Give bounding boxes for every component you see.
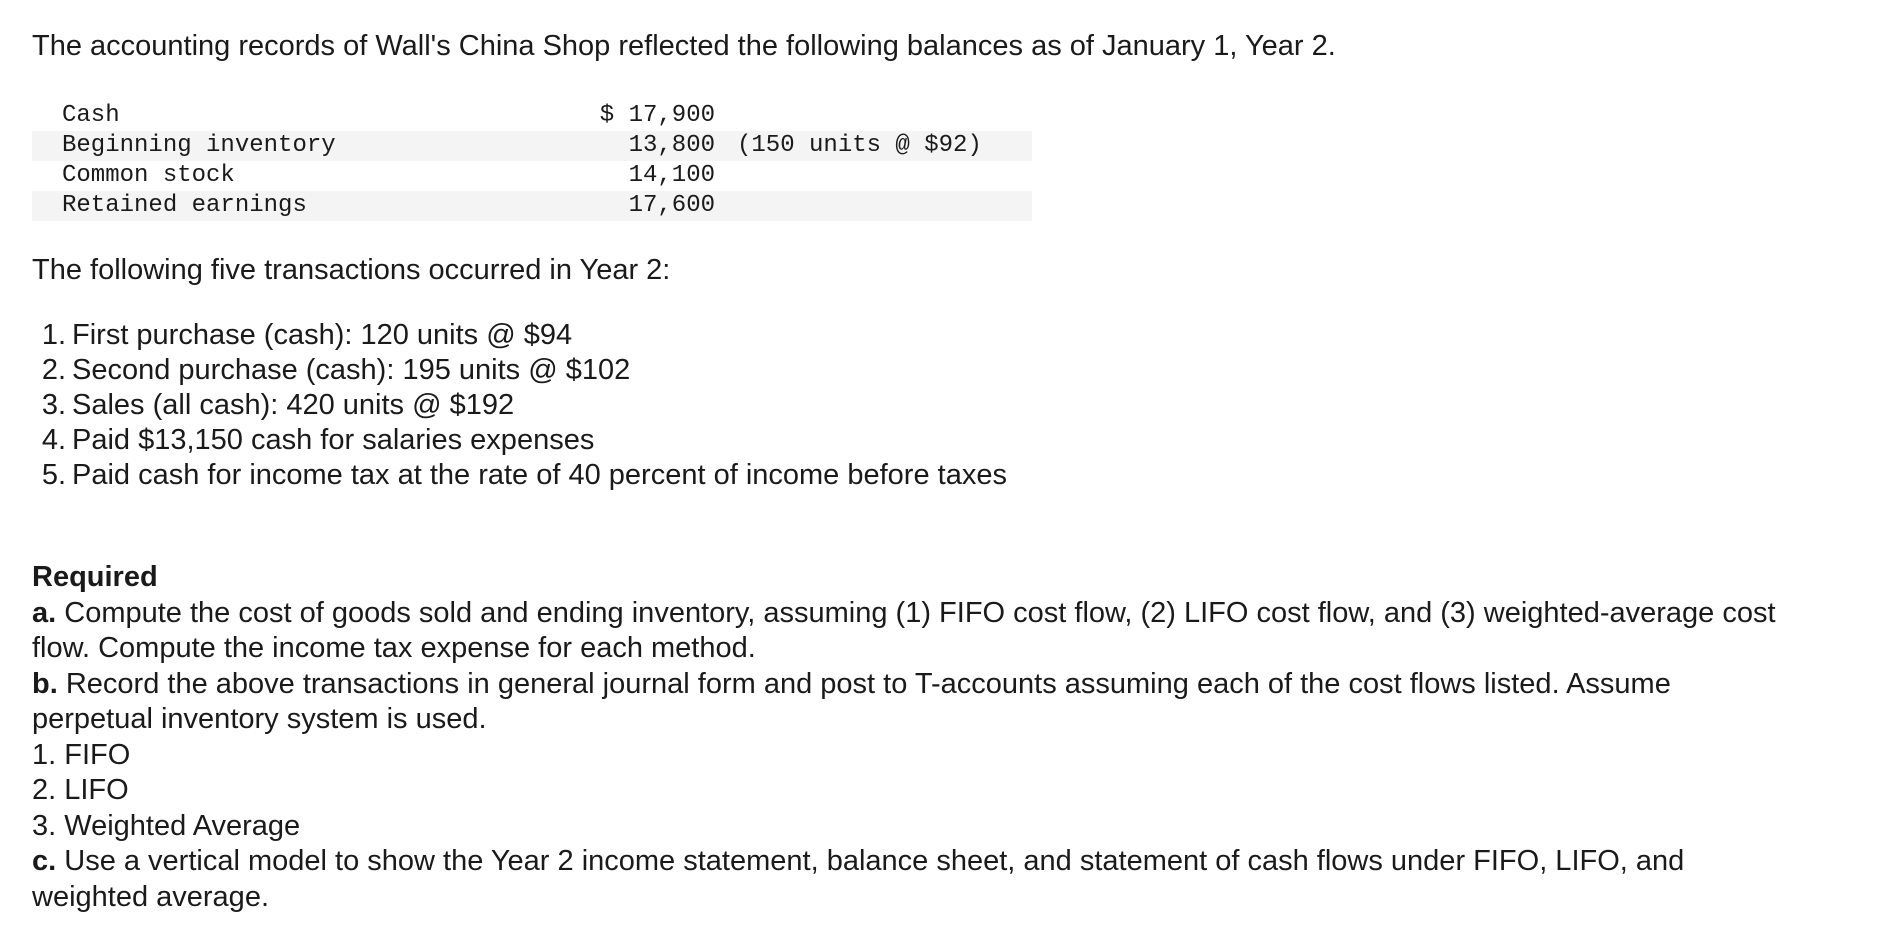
requirement-b-item-fifo: 1. FIFO	[32, 738, 131, 771]
requirement-a-line-2: flow. Compute the income tax expense for each method.	[32, 632, 756, 664]
balance-row-common-stock	[32, 161, 1032, 191]
transaction-number: 1.	[41, 319, 66, 351]
balance-label: Cash	[62, 102, 120, 129]
balance-row-beginning-inventory	[32, 131, 1032, 161]
balance-row-cash	[32, 101, 1032, 131]
balance-label: Common stock	[62, 162, 235, 189]
transaction-number: 5.	[41, 459, 66, 491]
requirement-a-line-1	[32, 596, 1892, 632]
transaction-text: First purchase (cash): 120 units @ $94	[72, 319, 573, 351]
transaction-number: 3.	[41, 389, 66, 421]
required-section	[32, 560, 1892, 915]
transaction-item	[32, 353, 1007, 388]
balance-label: Beginning inventory	[62, 132, 336, 159]
transaction-item	[32, 388, 1007, 423]
requirement-b-line-1	[32, 667, 1892, 703]
transaction-text: Paid cash for income tax at the rate of 40 percent of income before taxes	[72, 459, 1007, 491]
balances-table	[32, 101, 1032, 221]
intro-text: The accounting records of Wall's China Shop reflected the following balances as of January 1, Year 2.	[32, 30, 1336, 62]
balance-amount: $ 17,900	[599, 102, 715, 129]
balance-amount: 14,100	[628, 162, 715, 189]
transaction-number: 2.	[41, 354, 66, 386]
requirement-b-item-weighted-average: 3. Weighted Average	[32, 809, 301, 842]
requirement-c-key: c.	[32, 845, 57, 877]
transactions-list	[32, 318, 1007, 493]
requirement-b-text: Record the above transactions in general journal form and post to T-accounts assuming each of the cost flows listed. Assume	[57, 667, 1671, 700]
transaction-number: 4.	[41, 424, 66, 456]
requirement-c-text: Use a vertical model to show the Year 2 income statement, balance sheet, and statement of cash flows under FIFO, LIFO, and	[56, 845, 1685, 877]
transaction-item	[32, 318, 1007, 353]
requirement-a-key: a.	[32, 596, 57, 629]
transaction-text: Paid $13,150 cash for salaries expenses	[72, 424, 595, 456]
requirement-b-line-2: perpetual inventory system is used.	[32, 703, 487, 735]
transactions-heading: The following five transactions occurred in Year 2:	[32, 254, 671, 286]
balance-note: (150 units @ $92)	[737, 132, 982, 159]
balance-amount: 17,600	[628, 192, 715, 219]
requirement-b-key: b.	[32, 667, 58, 700]
transaction-item	[32, 458, 1007, 493]
transaction-text: Sales (all cash): 420 units @ $192	[72, 389, 515, 421]
balance-amount: 13,800	[628, 132, 715, 159]
balance-row-retained-earnings	[32, 191, 1032, 221]
requirement-c-line-2: weighted average.	[32, 880, 269, 913]
requirement-a-text: Compute the cost of goods sold and ending inventory, assuming (1) FIFO cost flow, (2) LIFO cost flow, and (3) weighted-average cost	[56, 596, 1776, 629]
transaction-text: Second purchase (cash): 195 units @ $102	[72, 354, 631, 386]
transaction-item	[32, 423, 1007, 458]
requirement-b-item-lifo: 2. LIFO	[32, 774, 129, 806]
required-heading: Required	[32, 561, 158, 593]
requirement-c-line-1	[32, 844, 1892, 880]
balance-label: Retained earnings	[62, 192, 307, 219]
